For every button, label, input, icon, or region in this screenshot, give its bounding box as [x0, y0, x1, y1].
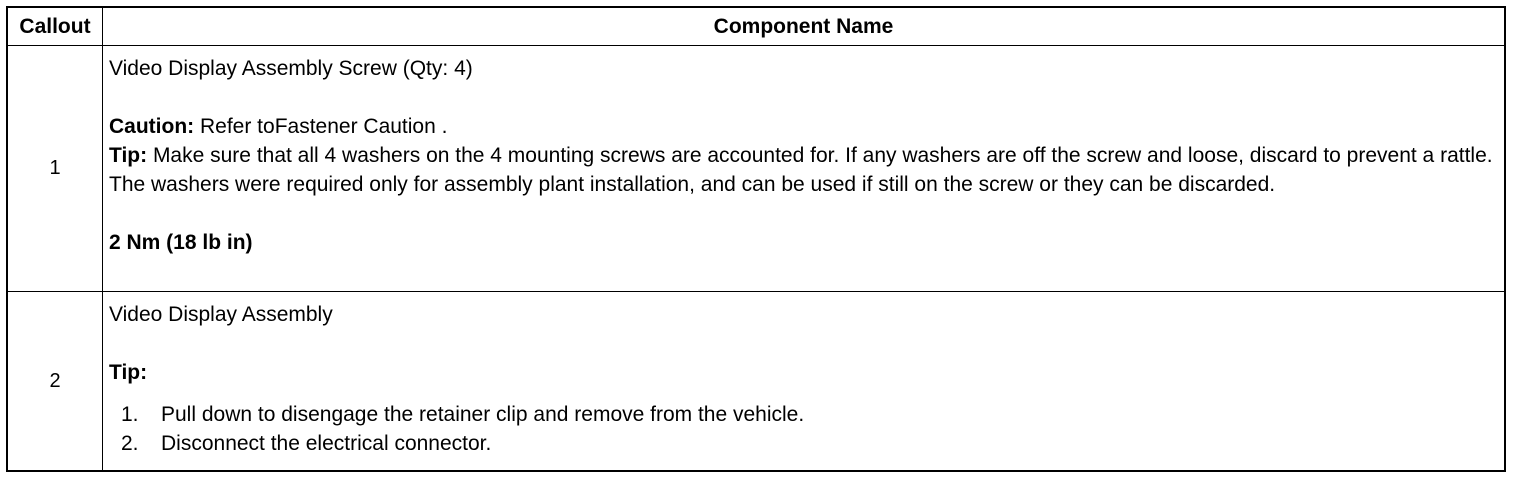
step-text: Pull down to disengage the retainer clip and remove from the vehicle. [161, 403, 805, 426]
row-2-steps [109, 400, 1498, 458]
row-1-caution [109, 112, 1498, 141]
row-1-torque: 2 Nm (18 lb in) [109, 231, 253, 254]
step-text: Disconnect the electrical connector. [161, 432, 492, 455]
row-1-callout: 1 [8, 46, 103, 292]
row-2-component [103, 292, 1504, 470]
row-1-title: Video Display Assembly Screw (Qty: 4) [109, 57, 473, 80]
row-2-title: Video Display Assembly [109, 303, 333, 326]
row-1-tip [109, 141, 1498, 199]
row-2-tip-label: Tip: [109, 361, 148, 384]
tip-text: Make sure that all 4 washers on the 4 mounting screws are accounted for. If any washers are off the screw and loose, discard to prevent a rattle. The washers were required only for assembly plant installation, and can be used if still on the screw or they can be discarded. [109, 144, 1493, 196]
step-number: 2. [121, 432, 139, 455]
row-2-callout: 2 [8, 292, 103, 470]
step-number: 1. [121, 403, 139, 426]
header-component-name: Component Name [103, 8, 1504, 46]
caution-label: Caution: [109, 115, 195, 138]
step-item [121, 400, 1498, 429]
step-item [121, 429, 1498, 458]
caution-text: Refer toFastener Caution . [194, 115, 448, 138]
row-1-component [103, 46, 1504, 292]
tip-label: Tip: [109, 144, 148, 167]
header-callout: Callout [8, 8, 103, 46]
component-table [6, 6, 1506, 472]
